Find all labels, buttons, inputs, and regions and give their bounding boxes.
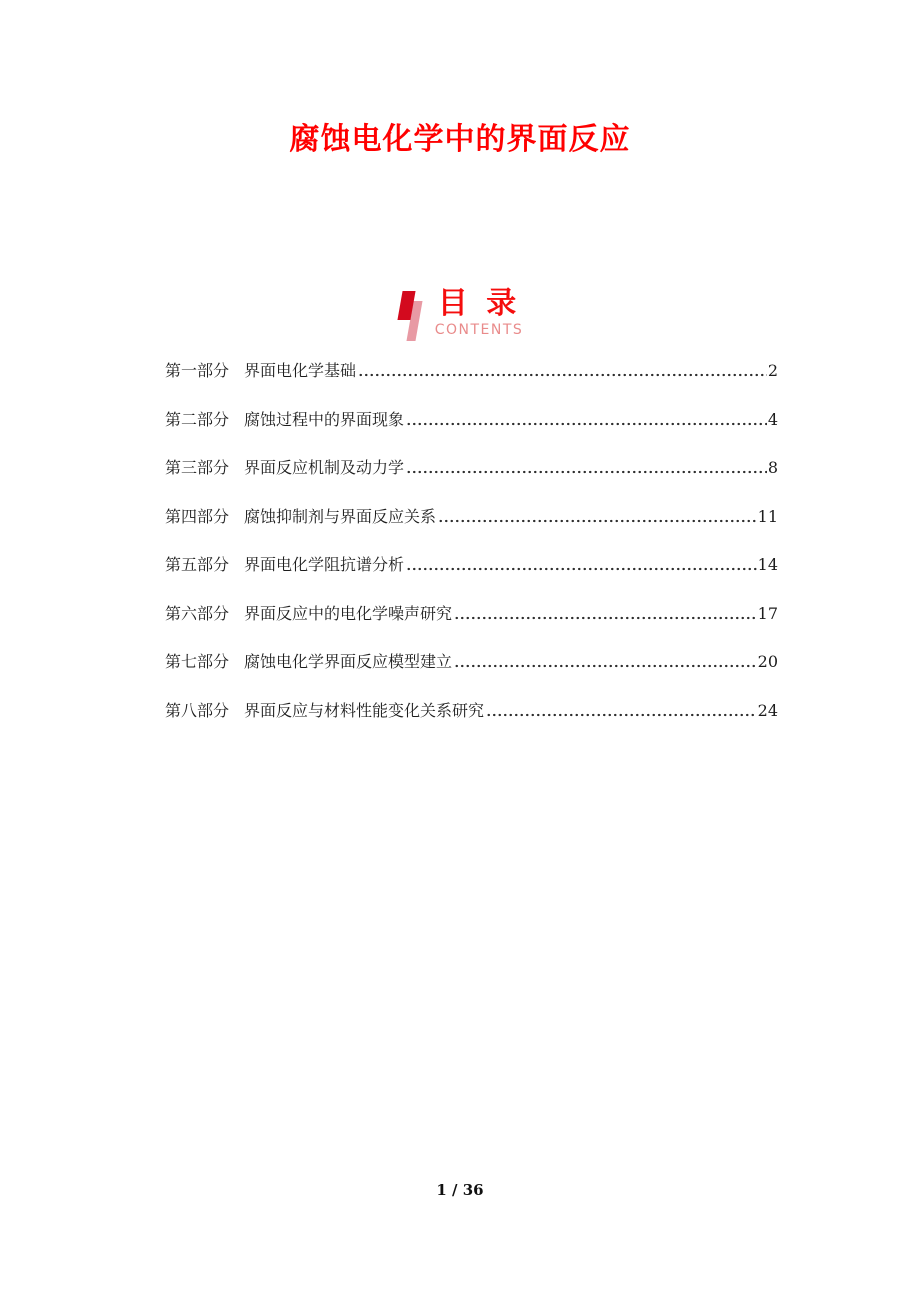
dotted-leader bbox=[454, 663, 757, 669]
toc-entry-title: 腐蚀电化学界面反应模型建立 bbox=[244, 652, 453, 671]
toc-entry-page: 2 bbox=[767, 361, 778, 380]
toc-entry-title: 腐蚀抑制剂与界面反应关系 bbox=[244, 506, 437, 526]
toc-entry-page: 20 bbox=[757, 652, 778, 671]
toc-entry-title: 界面反应与材料性能变化关系研究 bbox=[244, 700, 485, 720]
toc-entry-page: 24 bbox=[757, 700, 778, 720]
toc-header bbox=[0, 287, 920, 347]
toc-entry bbox=[165, 457, 778, 478]
toc-ribbon-icon bbox=[397, 291, 427, 347]
toc-heading-title: 目 录 bbox=[437, 286, 521, 321]
dotted-leader bbox=[454, 615, 757, 621]
toc-entry bbox=[165, 700, 778, 721]
dotted-leader bbox=[486, 712, 757, 718]
toc-entry-part: 第七部分 bbox=[165, 652, 230, 671]
toc-list bbox=[165, 360, 778, 721]
toc-entry-title: 腐蚀过程中的界面现象 bbox=[244, 409, 405, 429]
toc-heading-group bbox=[435, 287, 524, 338]
toc-heading-subtitle: CONTENTS bbox=[434, 321, 524, 338]
toc-entry-part: 第五部分 bbox=[165, 555, 230, 574]
toc-entry-title: 界面电化学阻抗谱分析 bbox=[244, 555, 405, 574]
toc-entry-title: 界面反应中的电化学噪声研究 bbox=[244, 603, 453, 623]
dotted-leader bbox=[358, 372, 767, 378]
toc-entry bbox=[165, 506, 778, 527]
toc-entry-page: 17 bbox=[757, 603, 778, 623]
toc-entry bbox=[165, 651, 778, 672]
dotted-leader bbox=[406, 469, 767, 475]
toc-entry-page: 14 bbox=[757, 555, 778, 574]
toc-entry-part: 第三部分 bbox=[165, 458, 230, 477]
document-title: 腐蚀电化学中的界面反应 bbox=[289, 122, 631, 157]
toc-entry-page: 4 bbox=[767, 409, 778, 429]
page-number: 1 / 36 bbox=[436, 1181, 484, 1199]
toc-entry-part: 第一部分 bbox=[165, 361, 230, 380]
toc-entry bbox=[165, 603, 778, 624]
toc-entry-part: 第八部分 bbox=[165, 700, 230, 720]
toc-entry-title: 界面反应机制及动力学 bbox=[244, 458, 405, 477]
toc-entry-title: 界面电化学基础 bbox=[244, 361, 357, 380]
dotted-leader bbox=[406, 421, 767, 427]
toc-entry-page: 11 bbox=[757, 506, 778, 526]
dotted-leader bbox=[438, 518, 757, 524]
toc-entry-part: 第四部分 bbox=[165, 506, 230, 526]
toc-entry bbox=[165, 554, 778, 575]
toc-entry-page: 8 bbox=[767, 458, 778, 477]
toc-entry-part: 第二部分 bbox=[165, 409, 230, 429]
dotted-leader bbox=[406, 566, 757, 572]
toc-entry-part: 第六部分 bbox=[165, 603, 230, 623]
toc-entry bbox=[165, 409, 778, 430]
toc-entry bbox=[165, 360, 778, 381]
